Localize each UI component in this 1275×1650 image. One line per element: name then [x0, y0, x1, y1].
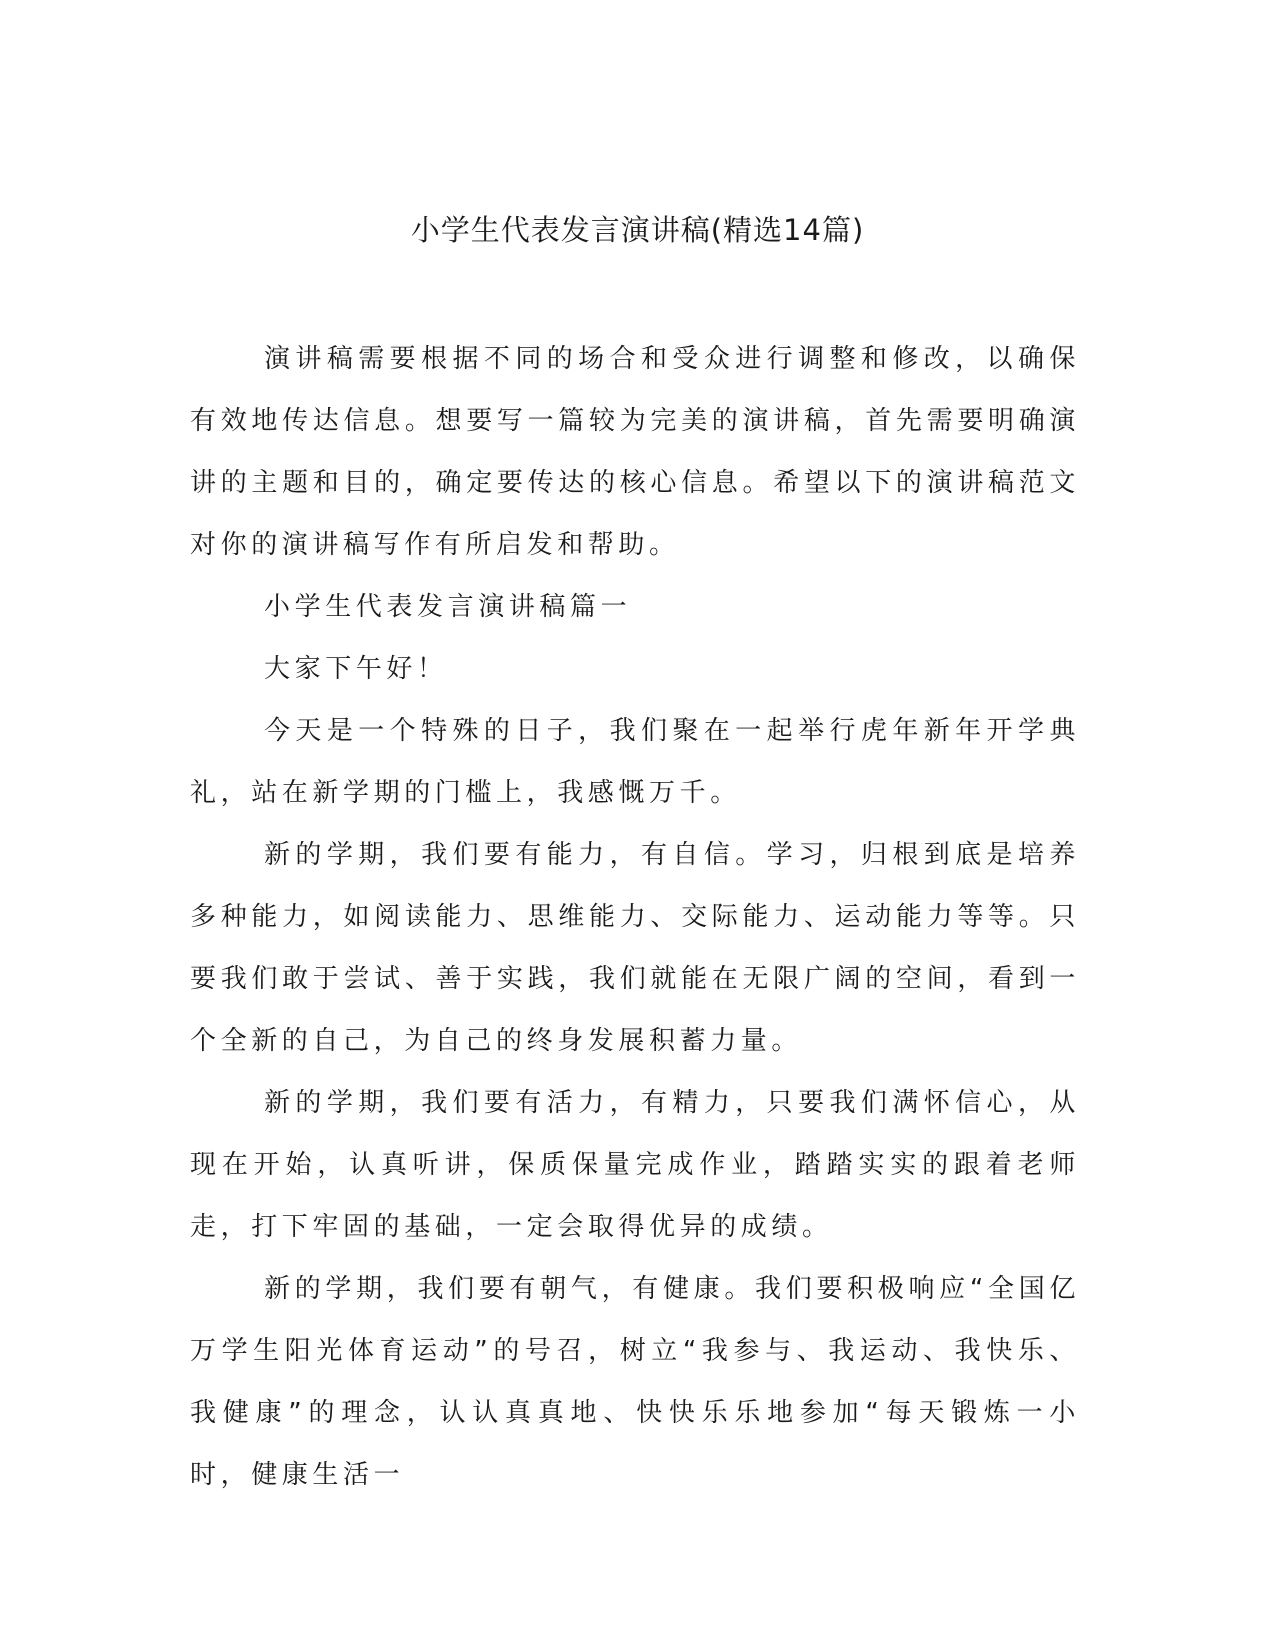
- section-heading: 小学生代表发言演讲稿篇一: [264, 592, 632, 622]
- intro-paragraph: 演讲稿需要根据不同的场合和受众进行调整和修改，以确保有效地传达信息。想要写一篇较为完美的演讲稿，首先需要明确演讲的主题和目的，确定要传达的核心信息。希望以下的演讲稿范文对你的演讲稿写作有所启发和帮助。: [190, 344, 1080, 560]
- document-body: [190, 328, 1080, 1506]
- body-paragraph: 今天是一个特殊的日子，我们聚在一起举行虎年新年开学典礼，站在新学期的门槛上，我感慨万千。: [190, 716, 1080, 808]
- document-title: 小学生代表发言演讲稿(精选14篇): [410, 213, 865, 247]
- body-paragraph: 新的学期，我们要有能力，有自信。学习，归根到底是培养多种能力，如阅读能力、思维能力、交际能力、运动能力等等。只要我们敢于尝试、善于实践，我们就能在无限广阔的空间，看到一个全新的自己，为自己的终身发展积蓄力量。: [190, 840, 1080, 1056]
- body-paragraph: 新的学期，我们要有朝气，有健康。我们要积极响应“全国亿万学生阳光体育运动”的号召，树立“我参与、我运动、我快乐、我健康”的理念，认认真真地、快快乐乐地参加“每天锻炼一小时，健康生活一: [190, 1274, 1080, 1490]
- body-paragraph: 新的学期，我们要有活力，有精力，只要我们满怀信心，从现在开始，认真听讲，保质保量完成作业，踏踏实实的跟着老师走，打下牢固的基础，一定会取得优异的成绩。: [190, 1088, 1080, 1242]
- greeting-paragraph: 大家下午好！: [264, 654, 448, 684]
